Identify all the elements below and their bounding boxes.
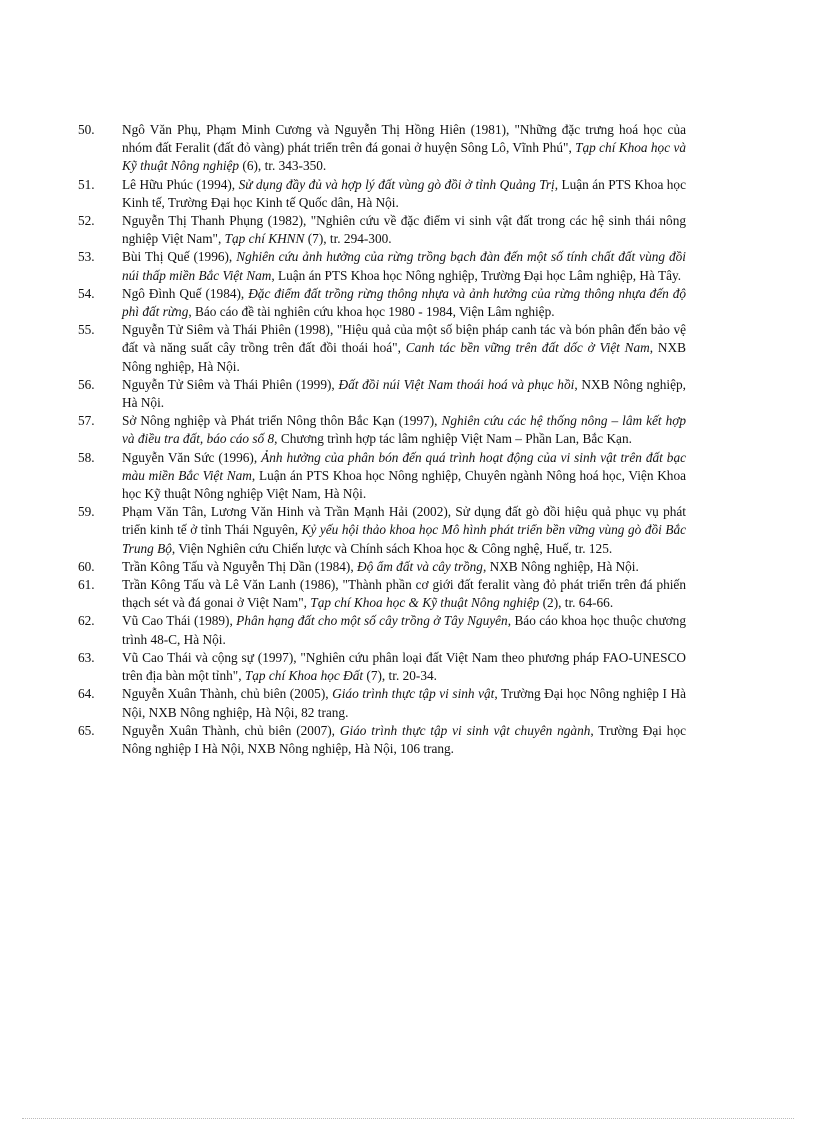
reference-title: Tạp chí Khoa học Đất <box>244 668 364 684</box>
reference-number: 60. <box>78 558 95 574</box>
reference-title: Nghiên cứu ảnh hưởng của rừng trồng bạch đàn đến một số tính chất đất vùng đồi núi thấp miền Bắc Việt Nam <box>122 249 686 283</box>
reference-number: 54. <box>78 285 95 301</box>
reference-item <box>78 376 686 412</box>
reference-segment: , Báo cáo đề tài nghiên cứu khoa học 1980 - 1984, Viện Lâm nghiệp. <box>188 304 555 320</box>
reference-text <box>122 723 686 756</box>
reference-item <box>78 576 686 612</box>
reference-number: 50. <box>78 122 95 137</box>
reference-segment: , Chương trình hợp tác lâm nghiệp Việt Nam – Phần Lan, Bắc Kạn. <box>274 431 632 447</box>
reference-text <box>122 413 686 446</box>
reference-title: Giáo trình thực tập vi sinh vật chuyên ngành <box>339 722 591 738</box>
reference-item <box>78 612 686 648</box>
reference-item <box>78 558 686 576</box>
reference-segment: , Luận án PTS Khoa học Kinh tế, Trường Đại học Kinh tế Quốc dân, Hà Nội. <box>122 176 686 210</box>
reference-text <box>122 504 686 555</box>
reference-text <box>122 650 686 683</box>
reference-segment: Ngô Đình Quế (1984), <box>122 285 249 301</box>
reference-segment: (7), tr. 20-34. <box>363 668 437 684</box>
reference-item <box>78 722 686 758</box>
reference-segment: , Luận án PTS Khoa học Nông nghiệp, Trường Đại học Lâm nghiệp, Hà Tây. <box>271 267 682 283</box>
reference-segment: Lê Hữu Phúc (1994), <box>122 176 239 192</box>
reference-segment: , NXB Nông nghiệp, Hà Nội. <box>122 340 686 374</box>
reference-title: Tạp chí Khoa học và Kỹ thuật Nông nghiệp <box>122 140 686 174</box>
reference-segment: Trần Kông Tấu và Nguyễn Thị Dần (1984), <box>122 558 358 574</box>
reference-segment: , Trường Đại học Nông nghiệp I Hà Nội, NXB Nông nghiệp, Hà Nội, 106 trang. <box>122 722 687 756</box>
reference-item <box>78 176 686 212</box>
reference-number: 56. <box>78 376 95 392</box>
reference-text <box>122 322 686 373</box>
reference-text <box>122 377 686 410</box>
reference-number: 58. <box>78 449 95 465</box>
reference-segment: Vũ Cao Thái và cộng sự (1997), "Nghiên cứu phân loại đất Việt Nam theo phương pháp FAO-UNESCO trên địa bàn một tỉnh", <box>122 649 686 684</box>
reference-title: Sử dụng đầy đủ và hợp lý đất vùng gò đồi ở tỉnh Quảng Trị <box>238 176 555 192</box>
reference-segment: Trần Kông Tấu và Lê Văn Lanh (1986), "Thành phần cơ giới đất feralit vàng đỏ phát triển trên đá phiến thạch sét và đá gonai ở Việt Nam", <box>122 577 686 611</box>
reference-title: Giáo trình thực tập vi sinh vật <box>332 686 495 702</box>
reference-number: 62. <box>78 613 95 629</box>
reference-segment: Sở Nông nghiệp và Phát triển Nông thôn Bắc Kạn (1997), <box>122 413 442 429</box>
reference-number: 57. <box>78 413 95 429</box>
reference-number: 61. <box>78 577 95 593</box>
reference-number: 53. <box>78 249 95 265</box>
reference-segment: Phạm Văn Tân, Lương Văn Hinh và Trần Mạnh Hải (2002), Sử dụng đất gò đồi hiệu quả phục vụ phát triển kinh tế ở tỉnh Thái Nguyên, <box>122 504 686 538</box>
reference-segment: , Luận án PTS Khoa học Nông nghiệp, Chuyên ngành Nông hoá học, Viện Khoa học Kỹ thuật Nông nghiệp Việt Nam, Hà Nội. <box>122 467 687 502</box>
reference-segment: (2), tr. 64-66. <box>539 595 614 611</box>
reference-segment: , Trường Đại học Nông nghiệp I Hà Nội, NXB Nông nghiệp, Hà Nội, 82 trang. <box>122 686 686 720</box>
reference-title: Tạp chí KHNN <box>224 231 305 247</box>
page-bottom-divider <box>22 1118 794 1119</box>
reference-title: Độ ẩm đất và cây trồng <box>357 558 483 574</box>
reference-segment: , Báo cáo khoa học thuộc chương trình 48-C, Hà Nội. <box>122 613 686 647</box>
reference-segment: Bùi Thị Quế (1996), <box>122 249 237 265</box>
reference-text <box>122 577 686 610</box>
reference-text <box>122 249 686 282</box>
reference-text <box>122 559 639 574</box>
reference-title: Tạp chí Khoa học & Kỹ thuật Nông nghiệp <box>310 595 540 611</box>
reference-segment: , NXB Nông nghiệp, Hà Nội. <box>482 558 639 574</box>
reference-item <box>78 412 686 448</box>
reference-number: 65. <box>78 722 95 738</box>
reference-segment: Nguyễn Thị Thanh Phụng (1982), "Nghiên cứu về đặc điểm vi sinh vật đất trong các hệ sinh thái nông nghiệp Việt Nam", <box>122 213 686 247</box>
reference-title: Đất đồi núi Việt Nam thoái hoá và phục hồi <box>338 376 575 392</box>
reference-text <box>122 613 686 646</box>
reference-text <box>122 177 686 210</box>
reference-item <box>78 285 686 321</box>
reference-segment: , NXB Nông nghiệp, Hà Nội. <box>122 376 687 411</box>
reference-title: Canh tác bền vững trên đất dốc ở Việt Nam <box>405 340 650 356</box>
reference-item <box>78 248 686 284</box>
reference-text <box>122 286 686 319</box>
reference-segment: Nguyễn Tử Siêm và Thái Phiên (1998), "Hiệu quả của một số biện pháp canh tác và bón phân đến bảo vệ đất và năng suất cây trồng trên đất đồi thoái hoá", <box>122 322 686 356</box>
reference-segment: Nguyễn Xuân Thành, chủ biên (2005), <box>122 686 333 702</box>
reference-item <box>78 685 686 721</box>
reference-number: 55. <box>78 322 95 338</box>
reference-title: Kỷ yếu hội thảo khoa học Mô hình phát triển bền vững vùng gò đồi Bắc Trung Bộ <box>122 522 686 556</box>
reference-number: 64. <box>78 686 95 702</box>
reference-segment: Vũ Cao Thái (1989), <box>122 613 237 629</box>
reference-title: Phân hạng đất cho một số cây trồng ở Tây Nguyên <box>236 613 508 629</box>
reference-number: 63. <box>78 649 95 665</box>
reference-item <box>78 449 686 504</box>
reference-number: 51. <box>78 176 95 192</box>
reference-title: Đặc điểm đất trồng rừng thông nhựa và ảnh hưởng của rừng thông nhựa đến độ phì đất rừng <box>122 285 686 320</box>
reference-number: 59. <box>78 504 95 520</box>
reference-number: 52. <box>78 213 95 229</box>
reference-title: Nghiên cứu các hệ thống nông – lâm kết hợp và điều tra đất, báo cáo số 8 <box>122 413 687 447</box>
reference-title: Ảnh hưởng của phân bón đến quá trình hoạt động của vi sinh vật trên đất bạc màu miền Bắc Việt Nam <box>122 449 686 483</box>
reference-item <box>78 649 686 685</box>
reference-item <box>78 121 686 176</box>
reference-segment: Nguyễn Tử Siêm và Thái Phiên (1999), <box>122 376 339 392</box>
reference-item <box>78 321 686 376</box>
reference-item <box>78 212 686 248</box>
reference-segment: (7), tr. 294-300. <box>304 231 392 247</box>
reference-segment: Nguyễn Văn Sức (1996), <box>122 449 262 465</box>
reference-text <box>122 450 686 501</box>
reference-text <box>122 686 686 719</box>
reference-item <box>78 503 686 558</box>
reference-list <box>78 121 686 758</box>
reference-segment: (6), tr. 343-350. <box>239 158 327 174</box>
reference-segment: , Viện Nghiên cứu Chiến lược và Chính sách Khoa học & Công nghệ, Huế, tr. 125. <box>171 540 613 556</box>
reference-segment: Ngô Văn Phụ, Phạm Minh Cương và Nguyễn Thị Hồng Hiên (1981), "Những đặc trưng hoá học của nhóm đất Feralit (đất đỏ vàng) phát triển trên đá gonai ở huyện Sông Lô, Vĩnh Phú", <box>122 122 686 156</box>
reference-segment: Nguyễn Xuân Thành, chủ biên (2007), <box>122 722 340 738</box>
reference-text <box>122 213 686 246</box>
reference-text <box>122 122 686 173</box>
